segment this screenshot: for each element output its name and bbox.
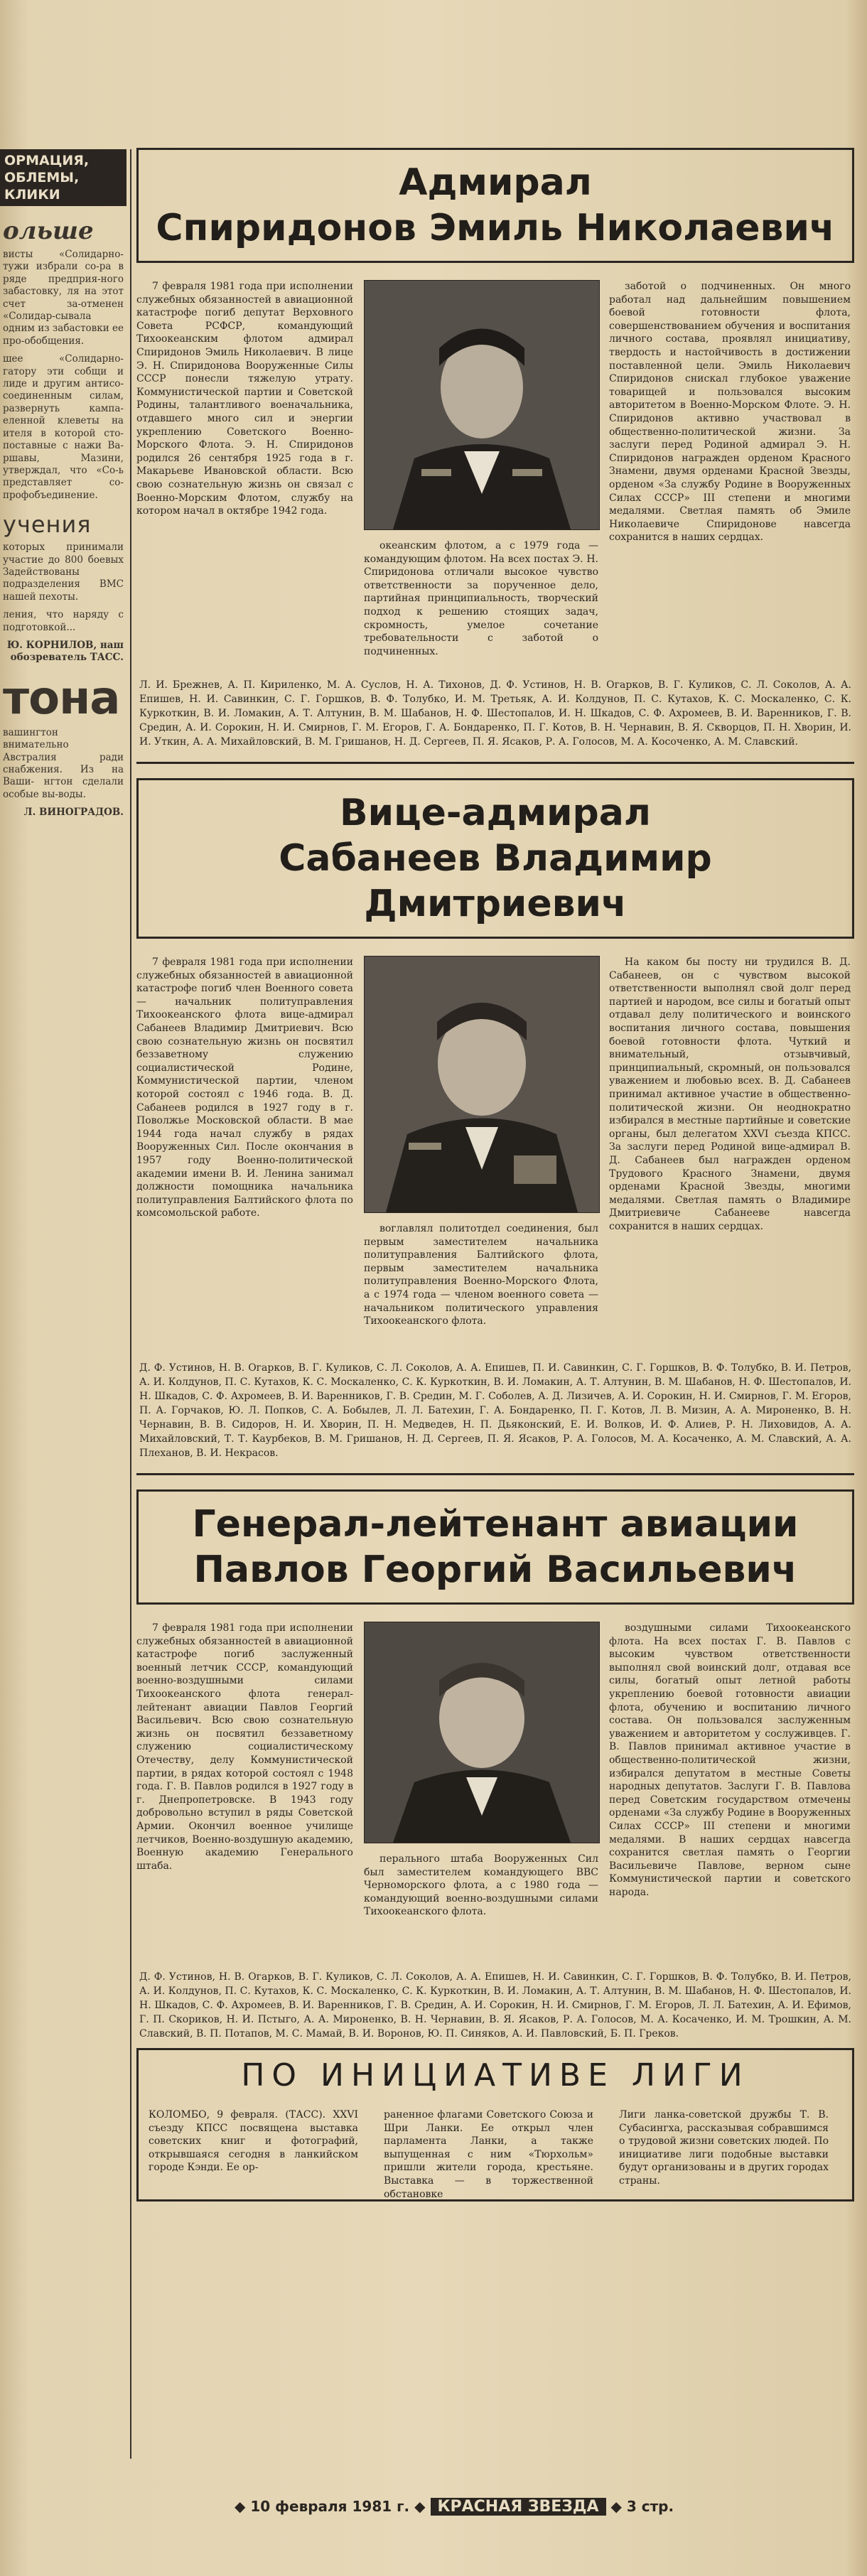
diamond-icon: ◆: [414, 2498, 426, 2515]
liga-col-3: Лиги ланка-советской дружбы Т. В. Субасингха, рассказывая собравшимся о трудовой жизни советских людей. По инициативе лиги подобные выставки будут организованы и в других городах страны.: [619, 2109, 829, 2187]
portrait-sabaneev: [365, 956, 599, 1212]
left-column: [0, 149, 126, 2459]
diamond-icon: ◆: [235, 2498, 246, 2515]
signatories-1: Л. И. Брежнев, А. П. Кириленко, М. А. Суслов, Н. А. Тихонов, Д. Ф. Устинов, Н. В. Огарков, В. Г. Куликов, С. Л. Соколов, А. А. Епишев, Н. И. Савинкин, С. Г. Горшков, В. Ф. Толубко, И. М. Третьяк, А. И. Колдунов, П. С. Кутахов, К. С. Москаленко, С. К. Куркоткин, В. И. Ломакин, А. Т. Алтунин, В. М. Шабанов, Н. Ф. Шестопалов, И. Н. Шкадов, С. Ф. Ахромеев, В. И. Варенников, Г. В. Средин, А. И. Сорокин, Н. И. Смирнов, Г. М. Егоров, Г. А. Бондаренко, П. Г. Котов, В. Н. Чернавин, В. Я. Скворцов, П. Н. Хворин, И. И. Уткин, А. А. Михайловский, В. М. Гришанов, Н. Д. Сергеев, П. Я. Ясаков, Р. А. Голосов, М. А. Косоченко, А. М. Славский.: [139, 679, 851, 748]
left-text-5: вашингтон внимательно Австралия ради снабжения. Из на Ваши- нгтон сделали особые вы-воды.: [3, 726, 124, 800]
page-footer: [235, 2498, 860, 2519]
left-text-1: висты «Солидарно-тужи избрали со-ра в ряде предприя-ного забастовку, ля на этот счет за-отменен «Солидар-сывала одним из забастовки ее про-обобщения.: [3, 249, 124, 347]
signatories-3: Д. Ф. Устинов, Н. В. Огарков, В. Г. Куликов, С. Л. Соколов, А. А. Епишев, Н. И. Савинкин, С. Г. Горшков, В. Ф. Толубко, В. И. Петров, А. И. Колдунов, П. С. Кутахов, К. С. Москаленко, С. К. Куркоткин, В. И. Ломакин, А. Т. Алтунин, В. М. Шабанов, Н. Ф. Шестопалов, И. Н. Шкадов, С. Ф. Ахромеев, В. И. Варенников, Г. В. Средин, А. И. Сорокин, Н. И. Смирнов, Г. М. Егоров, Л. Л. Батехин, А. И. Ефимов, Г. П. Скориков, Н. И. Пстыго, А. А. Мироненко, В. Н. Чернавин, В. Я. Ясаков, Р. А. Голосов, М. А. Косаченко, И. М. Трошкин, А. М. Славский, В. П. Потапов, М. С. Мамай, В. И. Воронов, Ю. П. Синяков, А. И. Павловский, Б. П. Греков.: [139, 1971, 851, 2039]
liga-col-2: раненное флагами Советского Союза и Шри Ланки. Ее открыл член парламента Ланки, а также выпущенная с ним «Тюрхольм» пришли жители города, крестьяне. Выставка — в торжественной обстановке: [384, 2109, 593, 2200]
left-text-2: шее «Солидарно-гатору эти собщи и лиде и другим антисо-соединенным силам, развернуть кампа- еленной клеветы на ителя в которой сто-поставные с нажи Ва-ршавы, Мазини, утверждал, что «Со-ь представляет со-профобъединение.: [3, 353, 124, 501]
obituary-body-2: 7 февраля 1981 года при исполнении служебных обязанностей в авиационной катастрофе погиб член Военного совета — начальник политуправления Тихоокеанского флота вице-адмирал Сабанеев Владимир Дмитриевич. Всю свою сознательную жизнь он посвятил беззаветному служению социалистической Родине, Коммунистической партии, членом которой состоял с 1946 года. В. Д. Сабанеев родился в 1927 году в г. Поволжье Московской области. В мае 1944 года начал службу в рядах Вооруженных Сил. После окончания в 1957 году Военно-политической академии имени В. И. Ленина занимал должности помощника начальника политуправления Балтийского флота по комсомольской работе. воглавлял политотдел соединения, был первым заместителем начальника политуправления Балтийского флота, первым заместителем начальника политуправления Военно-Морского Флота, а с 1974 года — членом военного совета — начальником политического управления Тихоокеанского флота. На каком бы посту ни трудился В. Д. Сабанеев, он с чувством высокой ответственности выполнял свой долг перед партией и народом, все силы и богатый опыт отдавал делу политического и воинского воспитания личного состава, повышения боевой готовности флота. Чуткий и внимательный, отзывчивый, принципиальный, скромный, он пользовался уважением и любовью всех. В. Д. Сабанеев принимал активное участие в общественно-политической жизни. Он неоднократно избирался в местные партийные и советские органы, был делегатом XXVI съезда КПСС. За заслуги перед Родиной вице-адмирал В. Д. Сабанеев был награжден орденом Трудового Красного Знамени, двумя орденами Красной Звезды, многими медалями. Светлая память о Владимире Дмитриевиче Сабанееве навсегда сохранится в наших сердцах.: [136, 956, 851, 1327]
obituary-heading-3: Генерал-лейтенант авиации Павлов Георгий Васильевич: [136, 1489, 854, 1605]
signatories-2: Д. Ф. Устинов, Н. В. Огарков, В. Г. Куликов, С. Л. Соколов, А. А. Епишев, П. И. Савинкин, С. Г. Горшков, В. Ф. Толубко, В. И. Петров, А. И. Колдунов, П. С. Кутахов, К. С. Москаленко, С. К. Куркоткин, В. И. Ломакин, А. Т. Алтунин, В. М. Шабанов, Н. Ф. Шестопалов, И. Н. Шкадов, С. Ф. Ахромеев, В. И. Варенников, Г. В. Средин, М. Г. Соболев, А. Д. Лизичев, А. И. Сорокин, Н. И. Смирнов, Г. М. Егоров, П. А. Горчаков, Ю. Л. Попков, С. А. Бобылев, Л. Л. Батехин, Г. А. Бондаренко, П. Г. Котов, Л. В. Мизин, А. А. Мироненко, В. Н. Чернавин, В. В. Сидоров, Н. И. Хворин, П. Н. Медведев, Н. П. Дьяконский, Е. И. Волков, И. Ф. Алиев, Р. Н. Лиховидов, А. А. Михайловский, Т. Т. Каурбеков, В. М. Гришанов, Н. Д. Сергеев, П. Я. Ясаков, Р. А. Голосов, М. А. Косаченко, А. М. Славский, А. А. Плеханов, В. И. Некрасов.: [139, 1362, 851, 1459]
main-column: [136, 148, 854, 2202]
left-headline-1: ольше: [3, 217, 94, 245]
newspaper-name: КРАСНАЯ ЗВЕЗДА: [431, 2498, 606, 2516]
portrait-photo: [364, 956, 600, 1213]
section-rule: [136, 1473, 854, 1475]
page-number: 3 стр.: [626, 2498, 674, 2515]
obituary-body-3: 7 февраля 1981 года при исполнении служебных обязанностей в авиационной катастрофе погиб заслуженный военный летчик СССР, командующий военно-воздушными силами Тихоокеанского флота генерал-лейтенант авиации Павлов Георгий Васильевич. Всю свою сознательную жизнь он посвятил беззаветному служению социалистическому Отечеству, делу Коммунистической партии, в рядах которой состоял с 1948 года. Г. В. Павлов родился в 1927 году в г. Днепропетровске. В 1943 году добровольно вступил в ряды Советской Армии. Окончил военное училище летчиков, Военно-воздушную академию, Военную академию Генерального штаба. перального штаба Вооруженных Сил был заместителем командующего ВВС Черноморского флота, а с 1980 года — командующий военно-воздушными силами Тихоокеанского флота. воздушными силами Тихоокеанского флота. На всех постах Г. В. Павлов с высоким чувством ответственности выполнял свой воинский долг, отдавая все силы, богатый опыт летной работы укреплению боевой готовности авиации флота, обучению и воспитанию личного состава. Он пользовался заслуженным уважением и авторитетом у сослуживцев. Г. В. Павлов принимал активное участие в общественно-политической жизни, избирался депутатом в местные Советы народных депутатов. Заслуги Г. В. Павлова перед Советским государством отмечены орденами «За службу Родине в Вооруженных Силах СССР» III степени и многими медалями. В наших сердцах навсегда сохранится светлая память о Георгии Васильевиче Павлове, верном сыне Коммунистической партии и советского народа.: [136, 1622, 851, 1918]
portrait-pavlov: [365, 1622, 599, 1843]
left-headline-2: учения: [3, 511, 92, 539]
left-signature-2: Л. ВИНОГРАДОВ.: [23, 807, 124, 819]
left-headline-3: тона: [3, 672, 120, 725]
liga-title: ПО ИНИЦИАТИВЕ ЛИГИ: [241, 2057, 750, 2093]
left-text-3: которых принимали участие до 800 боевых Задействованы подразделения ВМС нашей пехоты.: [3, 541, 124, 603]
portrait-spiridonov: [365, 281, 599, 529]
left-rubric: ОРМАЦИЯ, ОБЛЕМЫ, КЛИКИ: [0, 149, 126, 206]
column-divider: [130, 149, 131, 2459]
portrait-photo: [364, 1622, 600, 1843]
obituary-body-1: 7 февраля 1981 года при исполнении служебных обязанностей в авиационной катастрофе погиб депутат Верховного Совета РСФСР, командующий Тихоокеанским флотом адмирал Спиридонов Эмиль Николаевич. В лице Э. Н. Спиридонова Вооруженные Силы СССР понесли тяжелую утрату. Коммунистической партии и Советской Родины, талантливого военачальника, отдавшего много сил и энергии укреплению Советского Военно-Морского Флота. Э. Н. Спиридонов родился 26 сентября 1925 года в г. Макарьеве Ивановской области. Всю свою сознательную жизнь он связал с Военно-Морским Флотом, службу на котором начал в октябре 1942 года. океанским флотом, а с 1979 года — командующим флотом. На всех постах Э. Н. Спиридонова отличали высокое чувство ответственности за порученное дело, партийная принципиальность, творческий подход к решению стоящих задач, скромность, умелое сочетание требовательности с заботой о подчиненных. заботой о подчиненных. Он много работал над дальнейшим повышением боевой готовности флота, совершенствованием обучения и воспитания личного состава, проявлял инициативу, твердость и настойчивость в достижении поставленной цели. Эмиль Николаевич Спиридонов снискал глубокое уважение товарищей и пользовался высоким авторитетом в Военно-Морском Флоте. Э. Н. Спиридонов активно участвовал в общественно-политической жизни. За заслуги перед Родиной адмирал Э. Н. Спиридонов награжден орденом Красного Знамени, двумя орденами Красной Звезды, орденом «За службу Родине в Вооруженных Силах СССР» III степени и многими медалями. Светлая память об Эмиле Николаевиче Спиридонове навсегда сохранится в наших сердцах.: [136, 281, 851, 657]
liga-article: [136, 2048, 854, 2202]
left-signature-1: Ю. КОРНИЛОВ, наш обозреватель ТАСС.: [6, 639, 124, 664]
issue-date: 10 февраля 1981 г.: [250, 2498, 410, 2515]
left-text-4: ления, что наряду с подготовкой...: [3, 609, 124, 633]
section-rule: [136, 762, 854, 764]
obituary-heading-2: Вице-адмирал Сабанеев Владимир Дмитриевич: [136, 778, 854, 939]
liga-col-1: КОЛОМБО, 9 февраля. (ТАСС). XXVI съезду КПСС посвящена выставка советских книг и фотографий, открывшаяся сегодня в ланкийском городе Кэнди. Ее ор-: [149, 2109, 358, 2174]
portrait-photo: [364, 280, 600, 530]
obituary-heading-1: Адмирал Спиридонов Эмиль Николаевич: [136, 148, 854, 263]
diamond-icon: ◆: [610, 2498, 622, 2515]
